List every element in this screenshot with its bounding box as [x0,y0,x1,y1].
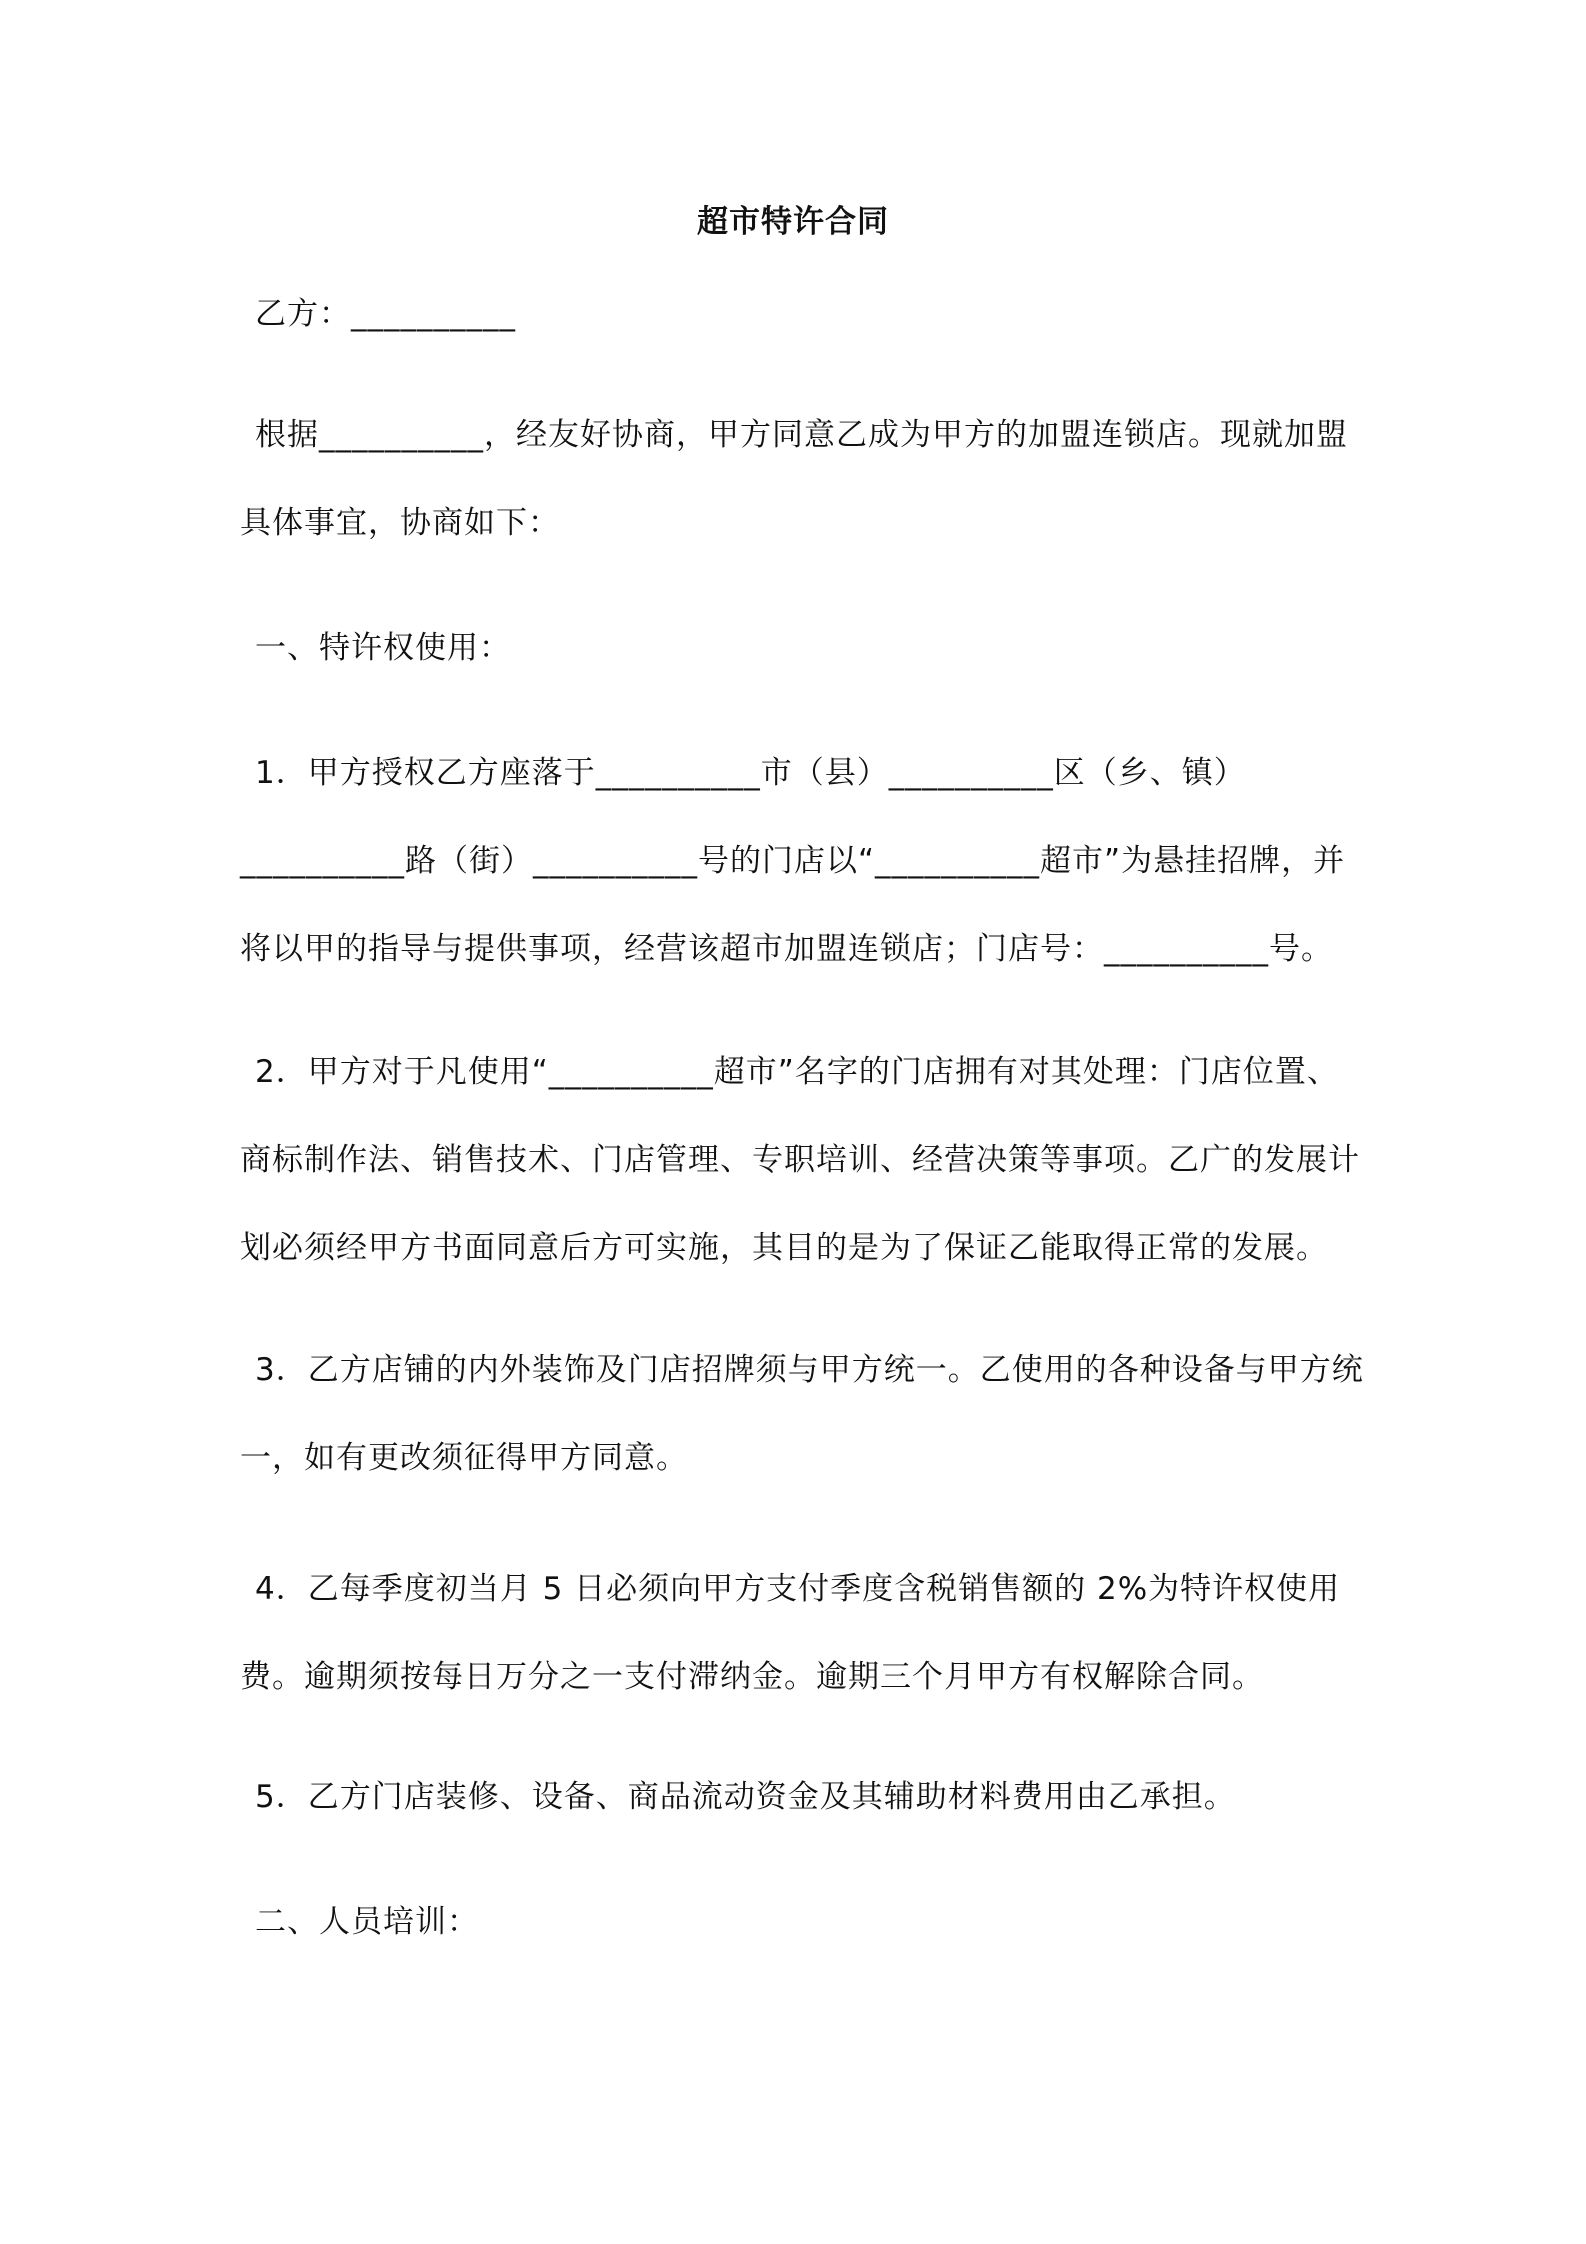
section-1-heading: 一、特许权使用： [255,630,511,666]
section-2-heading: 二、人员培训： [255,1904,479,1940]
party-b-line: 乙方：__________ [255,296,516,332]
clause-5: 5．乙方门店装修、设备、商品流动资金及其辅助材料费用由乙承担。 [255,1779,1236,1815]
clause-1: 1．甲方授权乙方座落于__________市（县）__________区（乡、镇）__________路（街）__________号的门店以“__________超市”为悬挂招牌，并将以甲的指导与提供事项，经营该超市加盟连锁店；门店号：__________号。 [240,755,1346,967]
clause-2: 2．甲方对于凡使用“__________超市”名字的门店拥有对其处理：门店位置、商标制作法、销售技术、门店管理、专职培训、经营决策等事项。乙广的发展计划必须经甲方书面同意后方可实施，其目的是为了保证乙能取得正常的发展。 [240,1054,1360,1266]
preamble-paragraph: 根据__________，经友好协商，甲方同意乙成为甲方的加盟连锁店。现就加盟具体事宜，协商如下： [240,417,1348,541]
clause-4: 4．乙每季度初当月 5 日必须向甲方支付季度含税销售额的 2%为特许权使用费。逾期须按每日万分之一支付滞纳金。逾期三个月甲方有权解除合同。 [240,1571,1341,1695]
document-title: 超市特许合同 [697,204,889,240]
clause-3: 3．乙方店铺的内外装饰及门店招牌须与甲方统一。乙使用的各种设备与甲方统一，如有更改须征得甲方同意。 [240,1352,1364,1476]
